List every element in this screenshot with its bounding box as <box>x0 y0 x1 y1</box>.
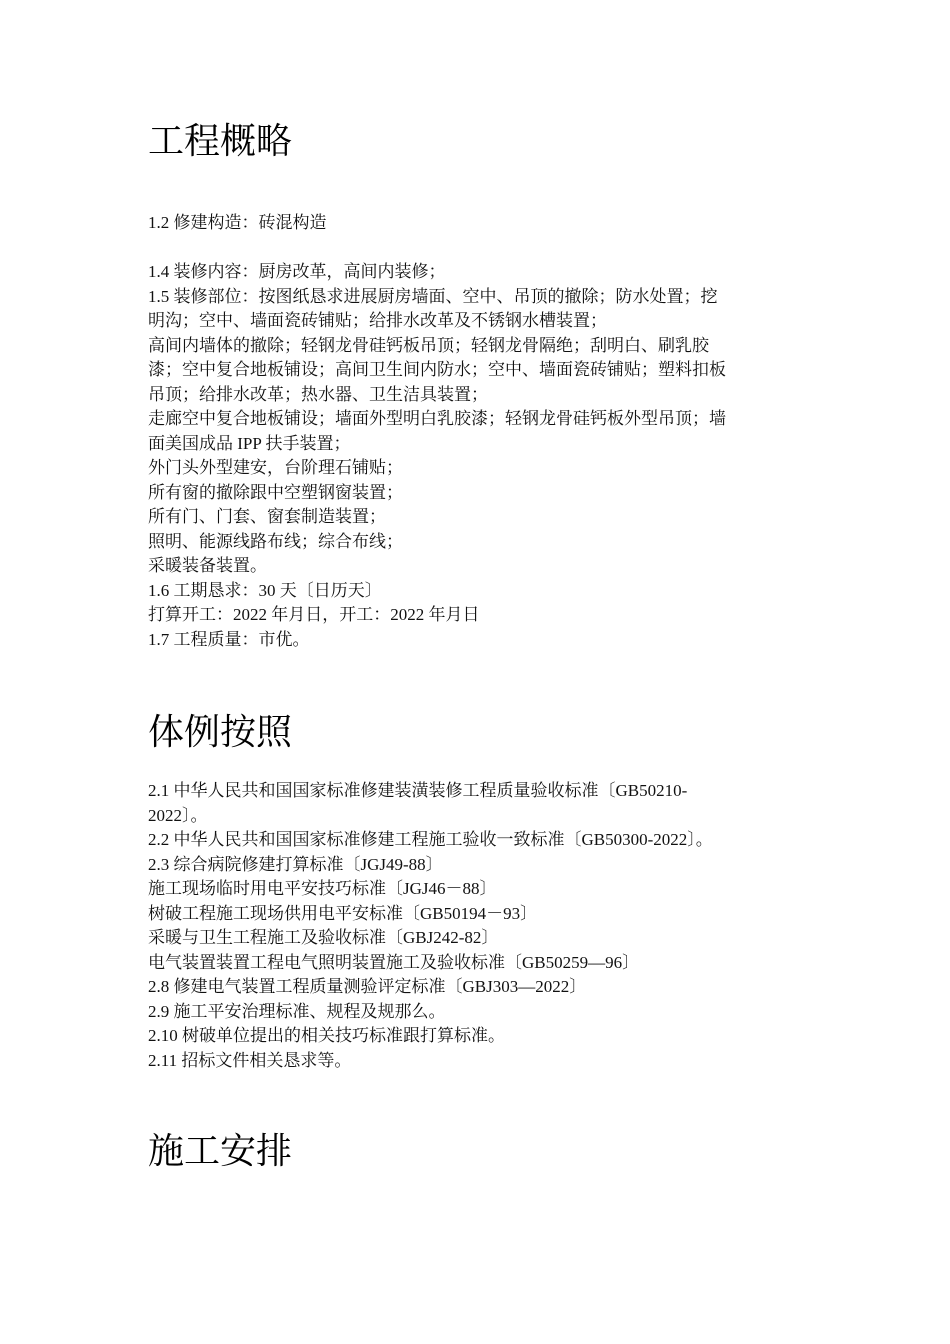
text-line: 高间内墙体的撤除；轻钢龙骨硅钙板吊顶；轻钢龙骨隔绝；刮明白、刷乳胶 <box>148 335 709 355</box>
text-line: 2.10 树破单位提出的相关技巧标准跟打算标准。 <box>148 1026 505 1045</box>
text-line: 2.8 修建电气装置工程质量测验评定标准〔GBJ303—2022〕 <box>148 977 587 996</box>
text-line: 树破工程施工现场供用电平安标准〔GB50194－93〕 <box>148 903 538 923</box>
section-heading-arrangement: 施工安排 <box>148 1131 293 1172</box>
text-line: 吊顶；给排水改革；热水器、卫生洁具装置； <box>148 384 488 404</box>
text-line: 2.9 施工平安治理标准、规程及规那么。 <box>148 1001 446 1021</box>
text-line: 打算开工：2022 年月日，开工：2022 年月日 <box>148 605 480 624</box>
section-heading-basis: 体例按照 <box>148 712 293 753</box>
text-line: 施工现场临时用电平安技巧标准〔JGJ46－88〕 <box>148 879 497 898</box>
text-line: 所有窗的撤除跟中空塑钢窗装置； <box>148 482 403 502</box>
section-heading-overview: 工程概略 <box>148 121 293 162</box>
text-line: 面美国成品 IPP 扶手装置； <box>148 433 351 453</box>
overview-paragraph-structure <box>148 211 808 236</box>
text-line: 电气装置装置工程电气照明装置施工及验收标准〔GB50259—96〕 <box>148 952 640 972</box>
text-line: 1.7 工程质量：市优。 <box>148 629 310 649</box>
text-line: 漆；空中复合地板铺设；高间卫生间内防水；空中、墙面瓷砖铺贴；塑料扣板 <box>148 360 726 379</box>
text-line: 采暖与卫生工程施工及验收标准〔GBJ242-82〕 <box>148 928 499 947</box>
text-line: 2.3 综合病院修建打算标准〔JGJ49-88〕 <box>148 854 443 874</box>
text-line: 1.5 装修部位：按图纸恳求进展厨房墙面、空中、吊顶的撤除；防水处置；挖 <box>148 286 718 306</box>
text-line: 明沟；空中、墙面瓷砖铺贴；给排水改革及不锈钢水槽装置； <box>148 311 607 330</box>
text-line: 2022〕。 <box>148 805 208 825</box>
text-line: 1.4 装修内容：厨房改革，高间内装修； <box>148 262 446 281</box>
text-line: 2.1 中华人民共和国国家标准修建装潢装修工程质量验收标准〔GB50210- <box>148 781 688 800</box>
text-line: 2.11 招标文件相关恳求等。 <box>148 1050 352 1070</box>
text-line: 2.2 中华人民共和国国家标准修建工程施工验收一致标准〔GB50300-2022〕。 <box>148 830 713 849</box>
text-line: 外门头外型建安，台阶理石铺贴； <box>148 458 403 477</box>
text-line: 照明、能源线路布线；综合布线； <box>148 531 403 551</box>
text-line: 1.2 修建构造：砖混构造 <box>148 213 327 232</box>
text-line: 采暖装备装置。 <box>148 556 267 575</box>
text-line: 1.6 工期恳求：30 天〔日历天〕 <box>148 580 382 600</box>
text-line: 所有门、门套、窗套制造装置； <box>148 507 386 526</box>
text-line: 走廊空中复合地板铺设；墙面外型明白乳胶漆；轻钢龙骨硅钙板外型吊顶；墙 <box>148 409 726 428</box>
overview-paragraph-details <box>148 260 808 652</box>
basis-paragraph <box>148 779 808 1073</box>
